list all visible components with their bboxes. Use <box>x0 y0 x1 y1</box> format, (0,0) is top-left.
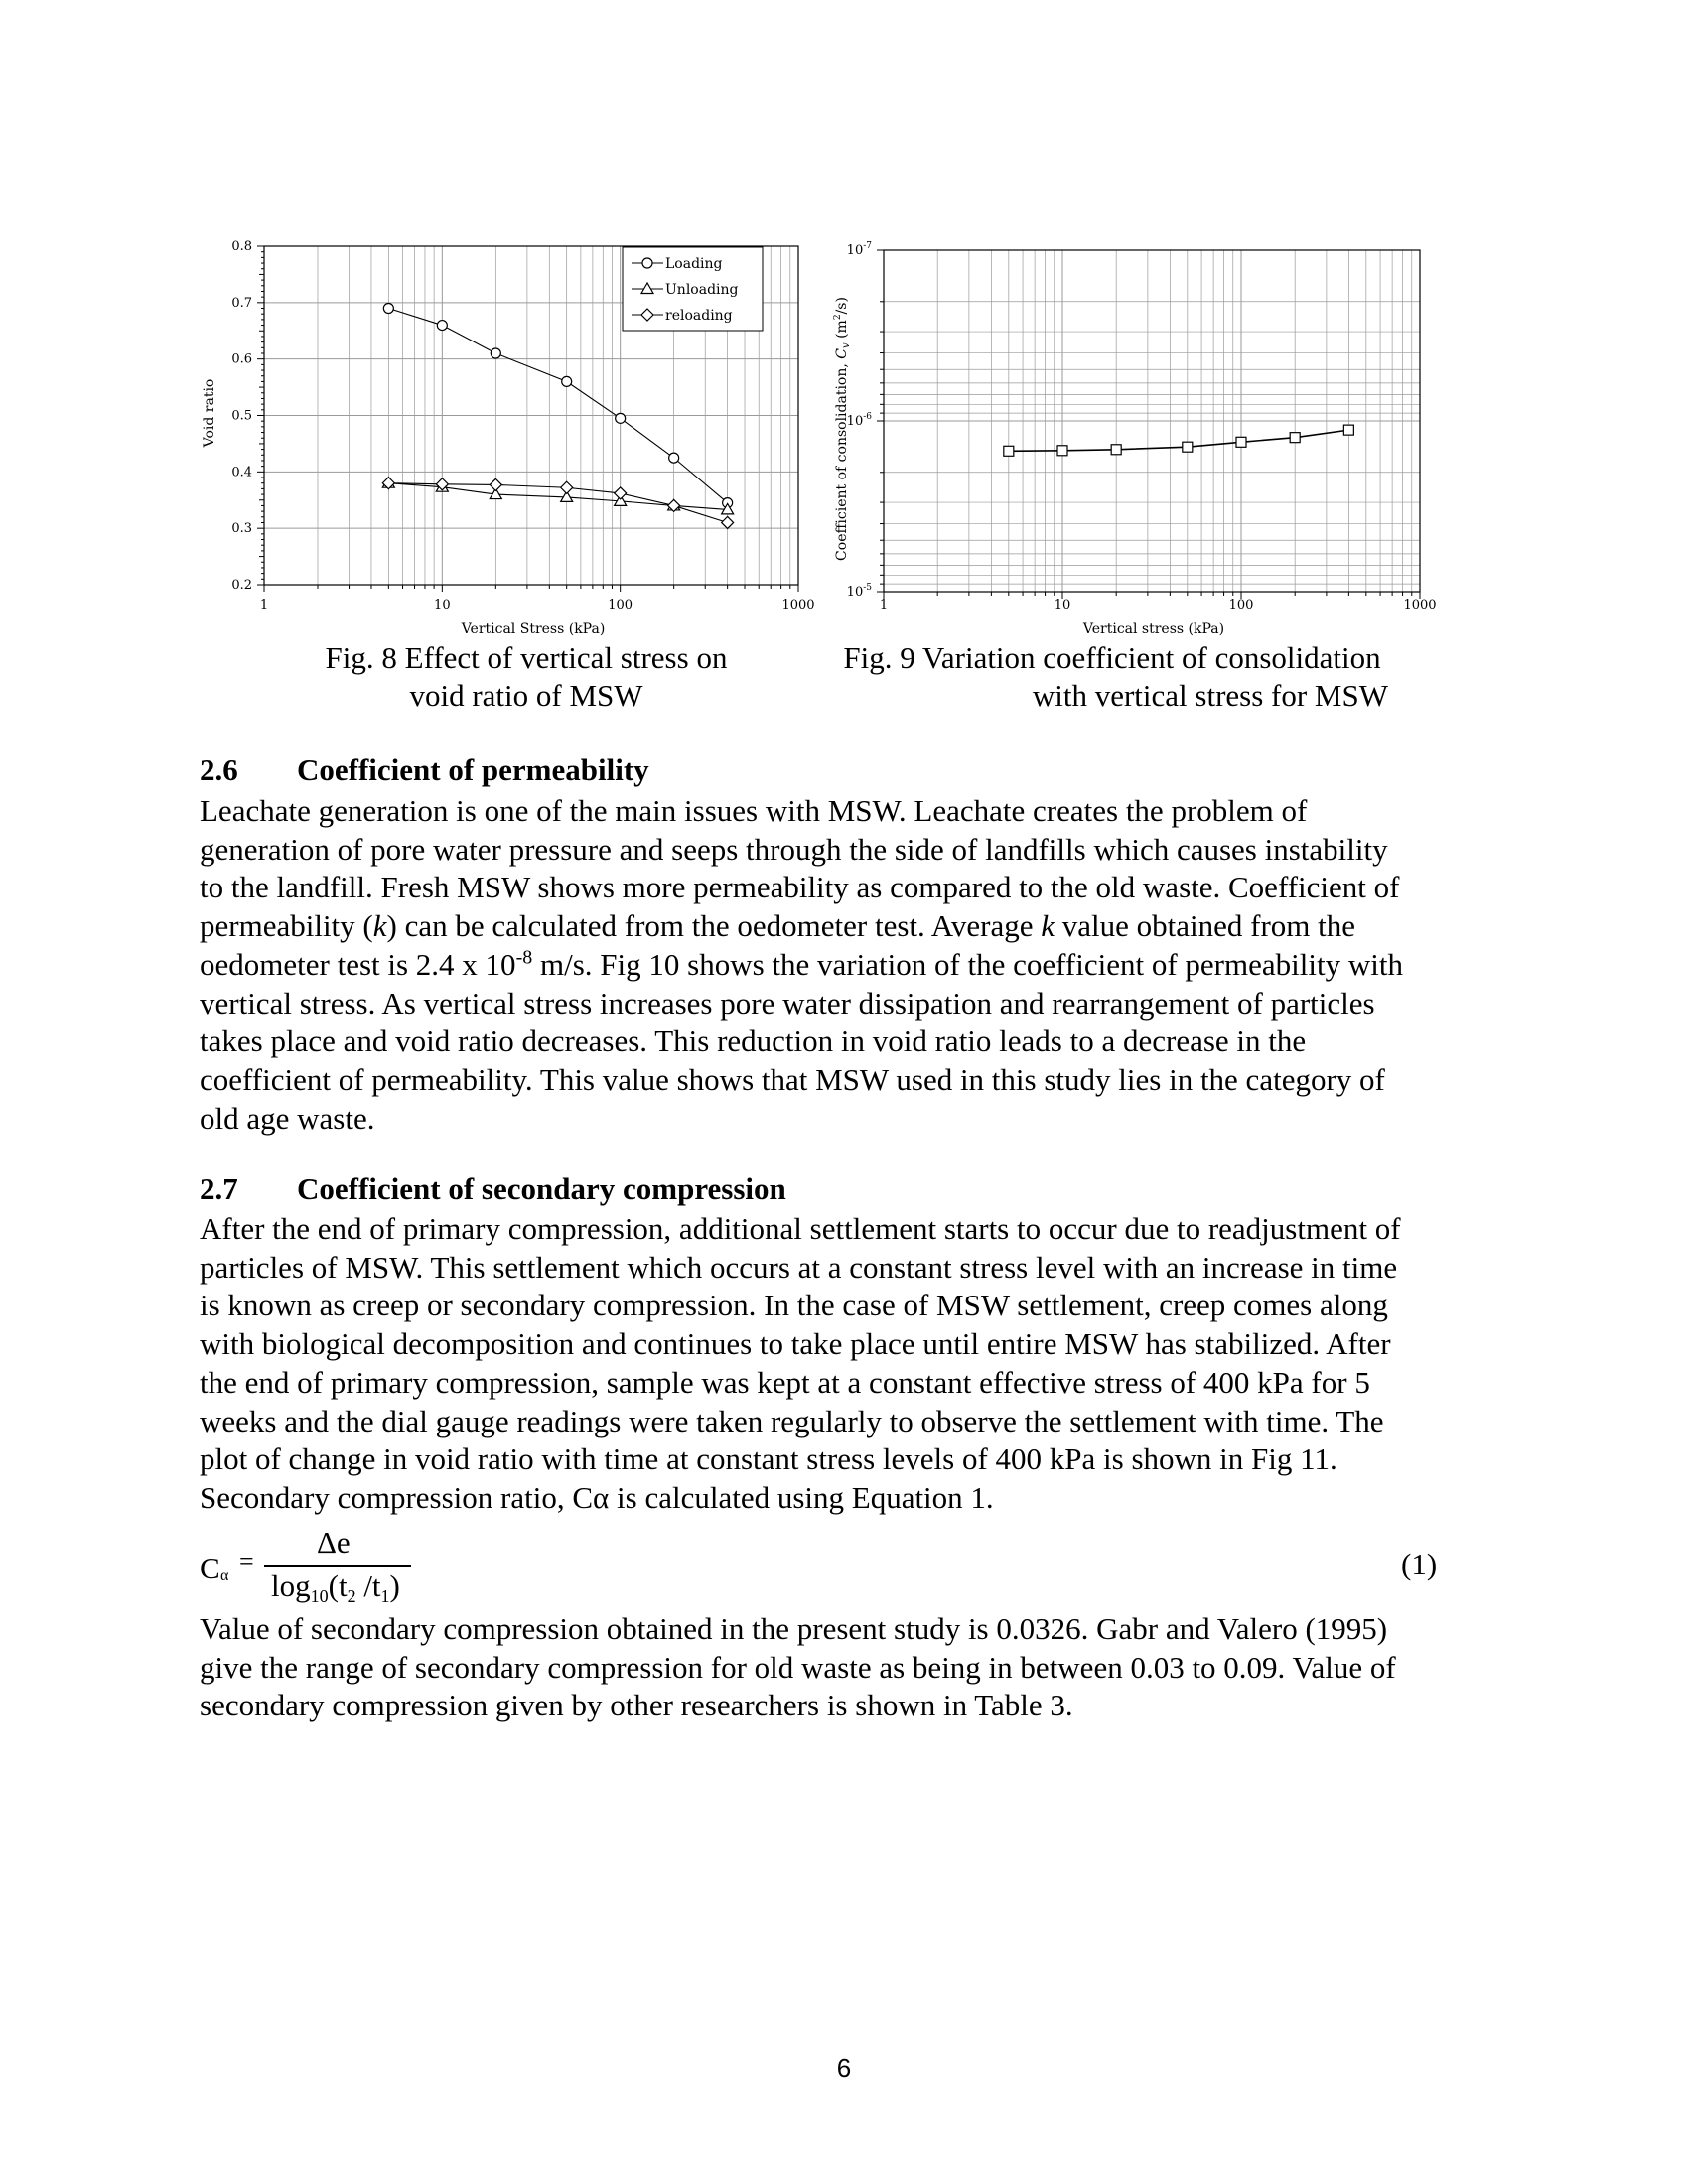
x-tick-label: 100 <box>1228 598 1254 613</box>
svg-text:reloading: reloading <box>665 308 733 324</box>
y-axis-label <box>833 297 852 561</box>
figure-9-caption: Fig. 9 Variation coefficient of consolidation with vertical stress for MSW <box>843 640 1388 713</box>
permeability-paragraph <box>200 792 1488 1138</box>
text-line: plot of change in void ratio with time at constant stress levels of 400 kPa is shown in Fig 11. <box>200 1441 1337 1477</box>
x-tick-label: 1000 <box>781 598 815 613</box>
text-line: particles of MSW. This settlement which occurs at a constant stress level with an increase in time <box>200 1249 1398 1285</box>
equation-number: (1) <box>1401 1547 1438 1581</box>
text-line: is known as creep or secondary compression. In the case of MSW settlement, creep comes along <box>200 1288 1388 1323</box>
text-line: the end of primary compression, sample was kept at a constant effective stress of 400 kPa for 5 <box>200 1364 1370 1400</box>
text-line: Leachate generation is one of the main issues with MSW. Leachate creates the problem of <box>200 793 1308 828</box>
text-line: give the range of secondary compression for old waste as being in between 0.03 to 0.09. Value of <box>200 1649 1396 1685</box>
data-point <box>1290 433 1300 443</box>
equation-1: C α = Δe log10(t2 /t1) (1) <box>200 1525 1438 1606</box>
x-tick-label: 1000 <box>1403 598 1437 613</box>
y-tick-label: 0.3 <box>231 521 252 537</box>
y-tick-label: 0.7 <box>231 295 252 311</box>
data-point <box>1004 446 1014 456</box>
section-heading-permeability: 2.6 Coefficient of permeability <box>200 752 649 787</box>
data-point <box>1236 437 1246 447</box>
secondary-compression-results <box>200 1610 1488 1725</box>
text-line: After the end of primary compression, additional settlement starts to occur due to readjustment of <box>200 1211 1401 1246</box>
data-point <box>1183 442 1193 452</box>
text-line: generation of pore water pressure and seeps through the side of landfills which causes instability <box>200 831 1388 867</box>
y-tick-label: $10^{-7}$ <box>846 241 872 258</box>
equation-numerator: Δe <box>317 1525 351 1560</box>
y-axis-label: Void ratio <box>202 378 217 448</box>
text-line: takes place and void ratio decreases. This reduction in void ratio leads to a decrease in the <box>200 1024 1307 1059</box>
data-point <box>1343 425 1353 435</box>
page-number: 6 <box>836 2053 852 2083</box>
y-tick-label: 0.6 <box>231 351 252 367</box>
y-tick-label: $10^{-6}$ <box>846 412 872 429</box>
x-tick-label: 10 <box>434 598 451 613</box>
svg-text:Unloading: Unloading <box>665 282 739 298</box>
y-tick-label: 0.4 <box>231 465 252 480</box>
text-line: oedometer test is 2.4 x $10^{-8}$ m/s. Fig 10 shows the variation of the coefficient of permeability with <box>200 946 1403 982</box>
svg-text:Coefficient of consolidation,: Coefficient of consolidation, $C_v$ $(m^2/s)$ <box>833 297 852 561</box>
text-line: permeability (k) can be calculated from the oedometer test. Average k value obtained from the <box>200 908 1356 944</box>
x-tick-label: 100 <box>608 598 633 613</box>
x-axis-label: Vertical Stress (kPa) <box>461 621 606 637</box>
x-axis-label: Vertical stress (kPa) <box>1082 621 1225 637</box>
text-line: with biological decomposition and continues to take place until entire MSW has stabilized. After <box>200 1326 1391 1362</box>
svg-text:Loading: Loading <box>665 256 723 272</box>
text-line: to the landfill. Fresh MSW shows more permeability as compared to the old waste. Coefficient of <box>200 870 1400 905</box>
y-tick-label: 0.2 <box>231 578 252 593</box>
text-line: Value of secondary compression obtained in the present study is 0.0326. Gabr and Valero (1995) <box>200 1611 1388 1646</box>
data-point <box>1111 445 1121 455</box>
series-cv <box>1004 425 1354 456</box>
data-point <box>1057 446 1067 456</box>
text-line: weeks and the dial gauge readings were taken regularly to observe the settlement with time. The <box>200 1403 1384 1438</box>
x-tick-label: 10 <box>1054 598 1071 613</box>
text-line: coefficient of permeability. This value shows that MSW used in this study lies in the category of <box>200 1061 1385 1097</box>
y-tick-label: $10^{-5}$ <box>846 583 872 600</box>
y-tick-label: 0.8 <box>231 239 252 254</box>
figure-8-caption: Fig. 8 Effect of vertical stress on void ratio of MSW <box>325 640 728 713</box>
secondary-compression-paragraph <box>200 1210 1488 1518</box>
text-line: Secondary compression ratio, Cα is calculated using Equation 1. <box>200 1479 994 1515</box>
consolidation-coefficient-chart <box>0 0 1688 695</box>
text-line: vertical stress. As vertical stress increases pore water dissipation and rearrangement of particles <box>200 985 1375 1021</box>
section-heading-secondary-compression: 2.7 Coefficient of secondary compression <box>200 1171 786 1206</box>
text-line: secondary compression given by other researchers is shown in Table 3. <box>200 1688 1073 1723</box>
equation-denominator: log10(t2 /t1) <box>271 1569 400 1606</box>
x-tick-label: 1 <box>879 598 889 613</box>
text-line: old age waste. <box>200 1100 375 1136</box>
y-tick-label: 0.5 <box>231 408 252 424</box>
x-tick-label: 1 <box>259 598 269 613</box>
fraction-bar <box>264 1565 411 1567</box>
